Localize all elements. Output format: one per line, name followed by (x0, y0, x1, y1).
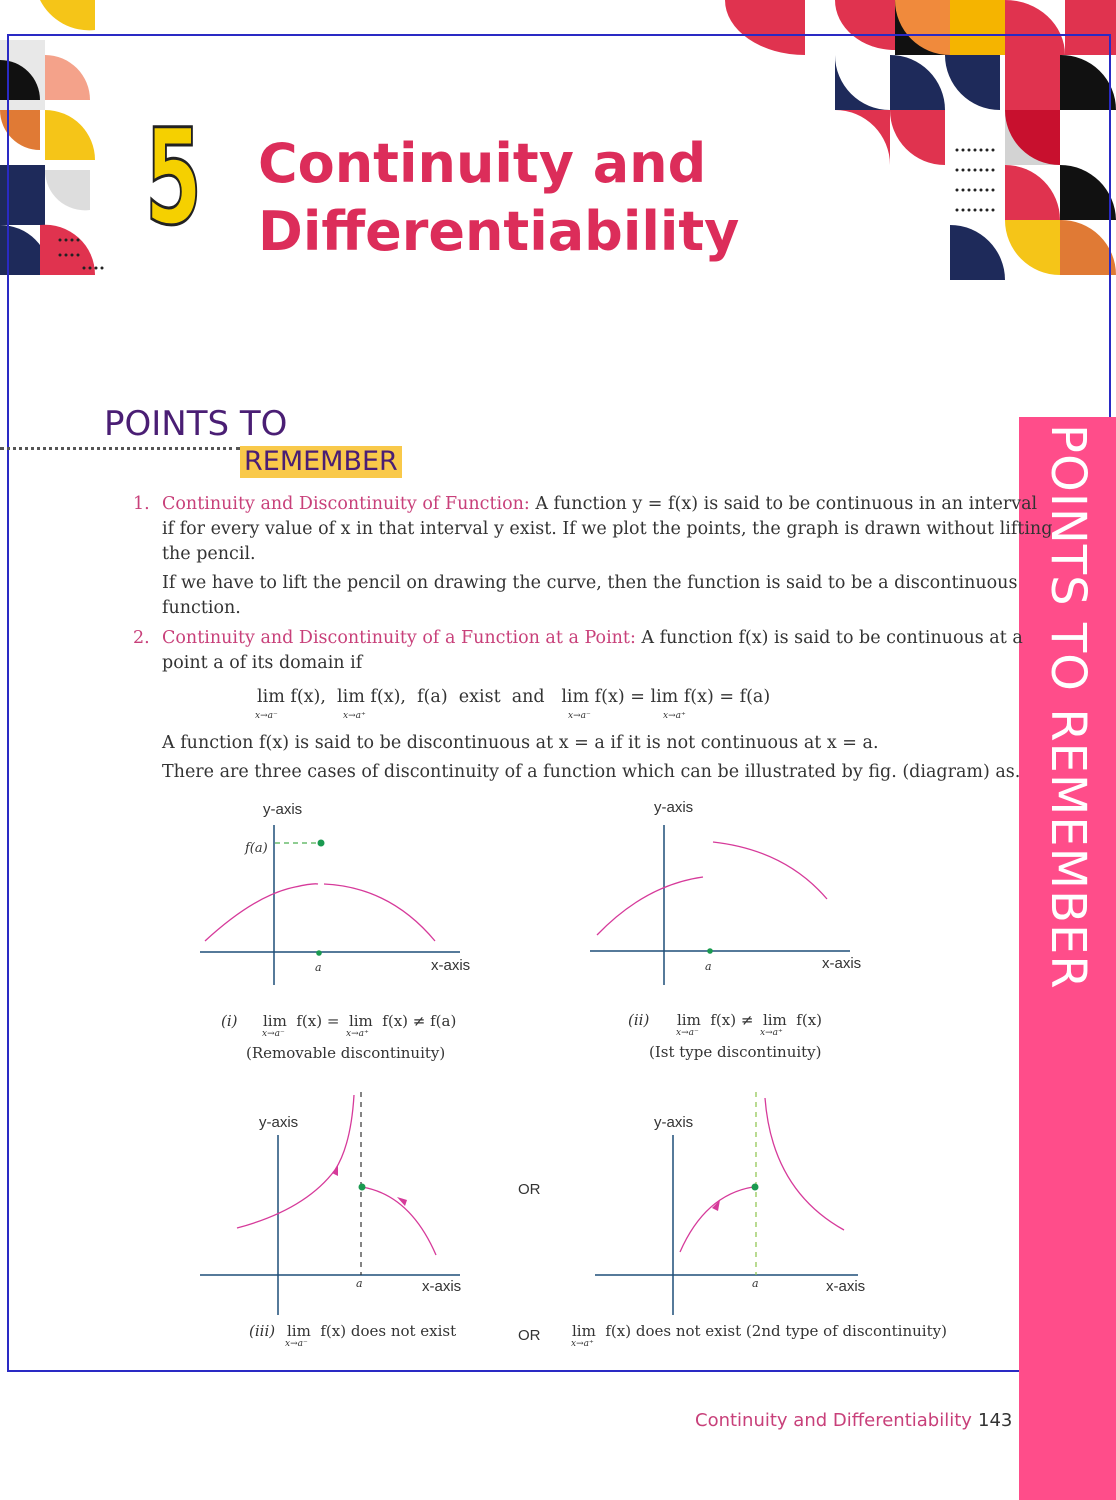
item-1-line1-text: A function y = f(x) is said to be continuous in an interval (529, 494, 1038, 514)
graph4-curve-left (680, 1187, 753, 1252)
graph1-a-label: a (315, 961, 322, 974)
item-2-line4: There are three cases of discontinuity of a function which can be illustrated by fig. (diagram) as. (162, 762, 1021, 782)
graph1-a-point (316, 950, 322, 956)
graph3-a-label: a (356, 1277, 363, 1290)
graph1-name: (Removable discontinuity) (246, 1044, 446, 1062)
section-title-top: POINTS TO (104, 404, 288, 444)
graph2-sub-1: x→a⁻ (676, 1028, 699, 1038)
graph4-curve-right (765, 1098, 844, 1230)
graph-infinite-discontinuity-left (195, 1090, 485, 1320)
graph2-sub-2: x→a⁺ (760, 1028, 783, 1038)
chapter-title (258, 130, 739, 266)
graph1-curve-right (324, 884, 435, 941)
graph3-formula: lim f(x) does not exist (287, 1322, 457, 1340)
graph1-curve-left (205, 884, 318, 941)
chapter-title-line2: Differentiability (258, 200, 740, 263)
side-tab-label: POINTS TO REMEMBER (1040, 424, 1096, 990)
graph2-caption-number: (ii) (628, 1011, 650, 1029)
item-2-number: 2. (133, 628, 150, 648)
graph3-y-axis-label: y-axis (259, 1114, 299, 1131)
graph2-a-label: a (705, 960, 712, 973)
graph2-x-axis-label: x-axis (822, 955, 862, 972)
item-2-heading: Continuity and Discontinuity of a Function at a Point: (162, 628, 636, 648)
graph1-formula: lim f(x) = lim f(x) ≠ f(a) (263, 1012, 457, 1030)
formula-sub-1: x→a⁻ (255, 711, 278, 721)
graph4-point (752, 1184, 759, 1191)
item-1-heading: Continuity and Discontinuity of Function: (162, 494, 530, 514)
graph1-sub-2: x→a⁺ (346, 1029, 369, 1039)
item-1-line2: if for every value of x in that interval y exist. If we plot the points, the graph is drawn without lifting (162, 519, 1053, 539)
graph1-x-axis-label: x-axis (431, 957, 471, 974)
item-2-line1-text: A function f(x) is said to be continuous at a (635, 628, 1023, 648)
graph3-curve-right (362, 1187, 436, 1255)
dotted-divider (0, 447, 240, 450)
graph1-caption-number: (i) (221, 1012, 238, 1030)
chapter-title-line1: Continuity and (258, 132, 707, 195)
graph1-sub-1: x→a⁻ (262, 1029, 285, 1039)
graph2-curve-right (713, 842, 827, 899)
item-2-line2: point a of its domain if (162, 653, 363, 673)
graph3-point (359, 1184, 366, 1191)
formula-sub-4: x→a⁺ (663, 711, 686, 721)
graph3-arrow-right (397, 1197, 407, 1206)
item-2-line1 (162, 626, 1023, 651)
graph2-formula: lim f(x) ≠ lim f(x) (677, 1011, 823, 1029)
graph4-sub: x→a⁺ (571, 1339, 594, 1349)
top-left-decoration (0, 0, 120, 280)
graph3-x-axis-label: x-axis (422, 1278, 462, 1295)
item-2-line3: A function f(x) is said to be discontinuous at x = a if it is not continuous at x = a. (162, 733, 879, 753)
graph2-curve-left (597, 877, 703, 935)
graph-first-type-discontinuity (585, 795, 875, 985)
top-right-decoration (725, 0, 1116, 280)
graph4-y-axis-label: y-axis (654, 1114, 694, 1131)
or-label-bottom: OR (518, 1327, 541, 1344)
item-1-line1 (162, 492, 1038, 517)
graph3-arrow-left (332, 1165, 338, 1176)
graph2-a-point (707, 948, 713, 954)
graph-infinite-discontinuity-right (590, 1090, 880, 1320)
graph1-fa-point (318, 840, 325, 847)
graph2-y-axis-label: y-axis (654, 799, 694, 816)
section-title-bottom: REMEMBER (240, 446, 402, 478)
formula-sub-2: x→a⁺ (343, 711, 366, 721)
graph2-name: (Ist type discontinuity) (649, 1043, 822, 1061)
item-1-para2-line1: If we have to lift the pencil on drawing the curve, then the function is said to be a discontinuous (162, 573, 1018, 593)
graph3-sub: x→a⁻ (285, 1339, 308, 1349)
graph3-caption-number: (iii) (249, 1322, 276, 1340)
item-1-para2-line2: function. (162, 598, 241, 618)
running-footer-title: Continuity and Differentiability (695, 1410, 972, 1431)
page-number: 143 (978, 1410, 1013, 1431)
formula-sub-3: x→a⁻ (568, 711, 591, 721)
or-label-middle: OR (518, 1181, 541, 1198)
graph4-formula: lim f(x) does not exist (2nd type of discontinuity) (572, 1322, 947, 1340)
graph-removable-discontinuity (195, 795, 485, 985)
item-1-line3: the pencil. (162, 544, 256, 564)
graph1-y-axis-label: y-axis (263, 801, 303, 818)
graph4-x-axis-label: x-axis (826, 1278, 866, 1295)
item-1-number: 1. (133, 494, 150, 514)
chapter-number: 5 (145, 101, 200, 255)
graph4-a-label: a (752, 1277, 759, 1290)
graph1-fa-label: f(a) (245, 841, 268, 856)
item-2-formula: lim f(x), lim f(x), f(a) exist and lim f(x) = lim f(x) = f(a) (257, 687, 771, 707)
